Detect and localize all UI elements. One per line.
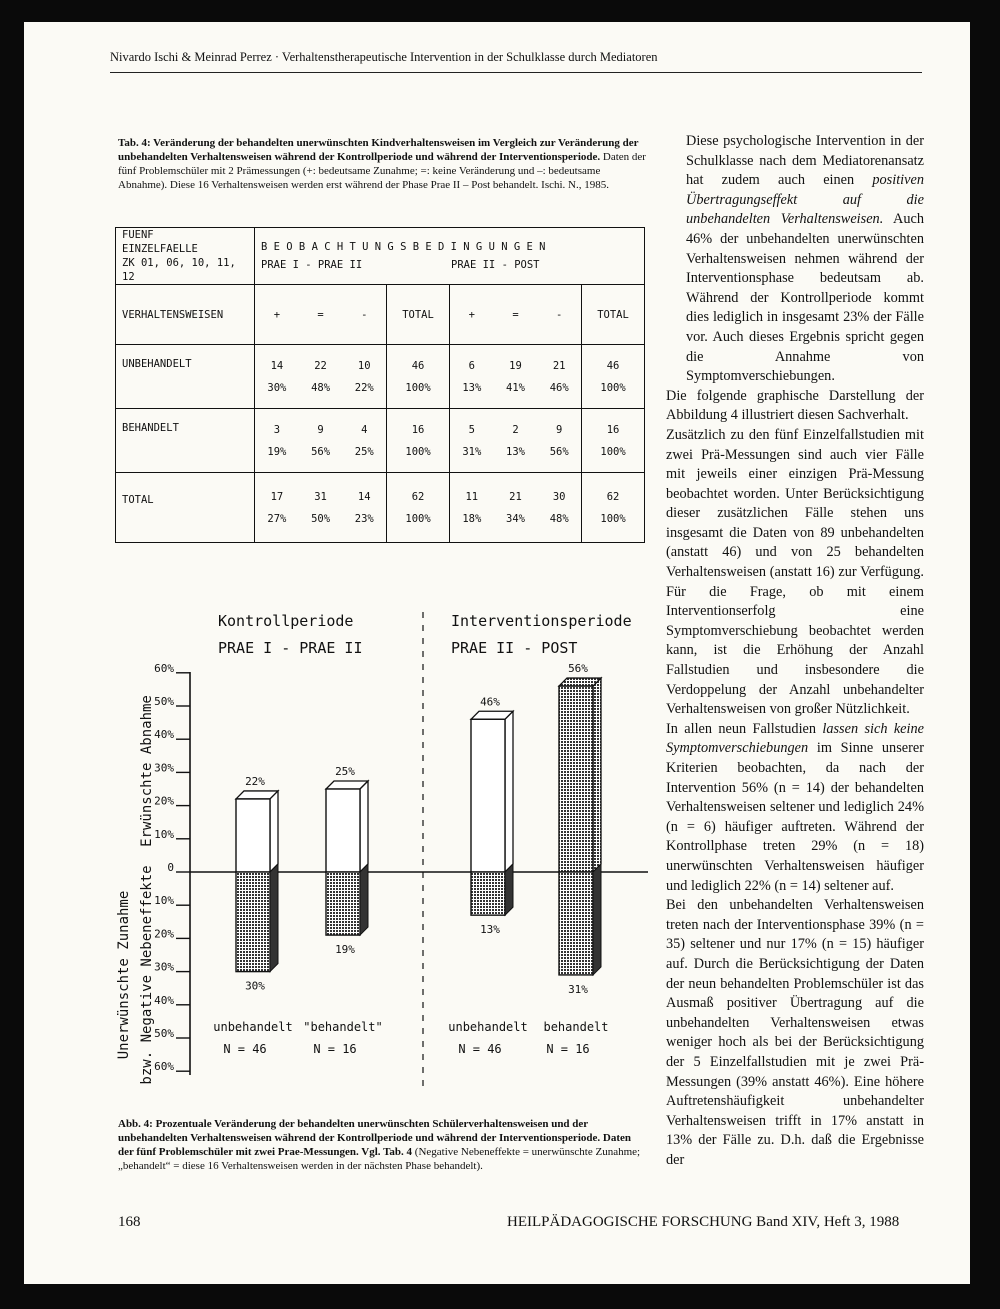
col-label: + <box>449 285 493 345</box>
col-label: - <box>537 285 581 345</box>
bar-increase-side <box>593 864 601 975</box>
cell-count: 2 <box>512 423 519 436</box>
group-n-label: N = 16 <box>546 1042 590 1056</box>
cell-percent: 23% <box>354 512 374 525</box>
chart-marks <box>154 662 608 1073</box>
cell-percent: 48% <box>311 381 331 394</box>
emphasis: lassen sich keine Symptomverschiebungen <box>666 720 924 757</box>
cell-count: 46 <box>606 359 620 372</box>
bar-decrease-side <box>593 678 601 872</box>
bar-increase-label: 30% <box>245 979 265 993</box>
cell-count: 14 <box>270 359 284 372</box>
cell-count: 17 <box>270 490 284 503</box>
y-tick-label: 30% <box>154 960 174 974</box>
cell-count: 19 <box>509 359 522 372</box>
cell-percent: 100% <box>405 512 431 525</box>
col-label: TOTAL <box>582 285 645 345</box>
cell-count: 10 <box>357 359 371 372</box>
col-label: + <box>255 285 299 345</box>
cell-percent: 22% <box>354 381 374 394</box>
group-label: behandelt <box>543 1020 609 1034</box>
cell-count: 16 <box>411 423 425 436</box>
text-run: In allen neun Fallstudien <box>666 720 823 737</box>
y-tick-label: 50% <box>154 695 174 708</box>
bar-increase-label: 13% <box>480 923 500 937</box>
running-head: Nivardo Ischi & Meinrad Perrez · Verhaltenstherapeutische Intervention in der Schulklasse durch Mediatoren <box>110 50 658 64</box>
cell-count: 6 <box>468 359 475 372</box>
bar-decrease-side <box>360 781 368 872</box>
emphasis: positiven Übertragungseffekt auf die unbehandelten Verhaltensweisen. <box>686 172 924 228</box>
y-tick-label: 10% <box>154 894 174 908</box>
bar-decrease <box>236 799 270 872</box>
col-label: = <box>299 285 343 345</box>
cell-percent: 25% <box>354 445 374 458</box>
corner-line-3: ZK 01, 06, 10, 11, 12 <box>122 257 236 283</box>
cell-count: 14 <box>357 490 371 503</box>
cell-percent: 30% <box>267 381 287 394</box>
cell-percent: 27% <box>267 512 287 525</box>
cell-count: 16 <box>606 423 620 436</box>
bar-decrease <box>559 686 593 872</box>
y-tick-label: 40% <box>154 728 174 742</box>
group-n-label: N = 16 <box>313 1042 357 1056</box>
period-title: Kontrollperiode <box>218 612 354 630</box>
bar-increase-side <box>360 864 368 935</box>
cell-percent: 50% <box>311 512 331 525</box>
y-tick-label: 60% <box>154 661 174 675</box>
cell-count: 3 <box>273 423 281 436</box>
cell-percent: 19% <box>267 445 287 458</box>
bar-decrease-label: 22% <box>245 774 265 788</box>
cell-percent: 13% <box>462 381 482 394</box>
bar-increase <box>559 872 593 975</box>
group-n-label: N = 46 <box>223 1042 267 1056</box>
cell-count: 21 <box>509 490 522 503</box>
period-2-header: PRAE II - POST <box>451 259 540 271</box>
body-column <box>666 132 924 1170</box>
bar-increase-label: 31% <box>568 982 588 996</box>
group-label: unbehandelt <box>448 1020 528 1034</box>
bar-decrease-label: 46% <box>480 695 500 709</box>
y-tick-label: 60% <box>154 1060 174 1074</box>
group-label: unbehandelt <box>213 1020 293 1034</box>
period-subtitle: PRAE II - POST <box>451 639 578 657</box>
figure-caption-bold: Abb. 4: Prozentuale Veränderung der behandelten unerwünschten Schülerverhaltensweisen und der unbehandelten Verhaltensweisen während der Kontrollperiode und während der Interventionsperiode. Daten der fünf Problemschüler mit zwei Prae-Messungen. Vgl. Tab. 4 <box>118 1118 631 1158</box>
bar-increase-side <box>505 864 513 915</box>
cell-percent: 31% <box>462 445 482 458</box>
cell-count: 46 <box>411 359 425 372</box>
page-number: 168 <box>118 1214 141 1230</box>
table-caption-rest: Daten der fünf Problemschüler mit 2 Prämessungen (+: bedeutsame Zunahme; =: keine Veränderung und –: bedeutsame Abnahme). Diese 16 Verhaltensweisen werden erst während der Phase Prae II – Post behandelt. Ischi. N., 1985. <box>118 151 646 191</box>
cell-percent: 34% <box>506 512 525 525</box>
ylabel-upper: Erwünschte Abnahme <box>139 695 155 847</box>
group-label: "behandelt" <box>303 1020 383 1034</box>
bar-increase-side <box>270 864 278 972</box>
cell-percent: 100% <box>600 445 626 458</box>
text-run: im Sinne unserer Kriterien beobachten, da nach der Intervention 56% (n = 14) der behandelten Verhaltensweisen seltener und lediglich 24% (n = 6) häufiger auftreten. Während der Kontrollphase treten 29% (n = 18) unerwünschten Verhaltensweisen häufiger und lediglich 22% (n = 14) seltener auf. <box>666 740 924 894</box>
corner-line-2: EINZELFAELLE <box>122 243 198 255</box>
row-header: VERHALTENSWEISEN <box>116 285 255 345</box>
text-run: Diese psychologische Intervention in der Schulklasse nach dem Mediatorenansatz hat zudem auch einen <box>686 133 924 189</box>
cell-percent: 100% <box>600 381 626 394</box>
row-label: UNBEHANDELT <box>116 345 255 409</box>
figure-caption <box>118 1117 648 1173</box>
y-tick-label: 50% <box>154 1027 174 1040</box>
cell-count: 5 <box>468 423 475 436</box>
period-1-header: PRAE I - PRAE II <box>261 259 363 271</box>
cell-percent: 56% <box>311 445 331 458</box>
bar-increase <box>471 872 505 915</box>
col-label: TOTAL <box>387 285 450 345</box>
paragraph <box>666 720 924 896</box>
figure-caption-rest: (Negative Nebeneffekte = unerwünschte Zunahme; „behandelt“ = diese 16 Verhaltensweisen werden in der nächsten Phase behandelt). <box>118 1146 641 1172</box>
cell-percent: 13% <box>506 445 525 458</box>
cell-count: 22 <box>314 359 327 372</box>
col-label: - <box>342 285 386 345</box>
paragraph: Zusätzlich zu den fünf Einzelfallstudien mit zwei Prä-Messungen sind auch vier Fälle mit jeweils einer einzigen Prä-Messung beobachtet worden. Unter Berücksichtigung dieser zusätzlichen Fälle stehen uns insgesamt die Daten von 89 unbehandelten (anstatt 46) und von 25 behandelten Verhaltensweisen (anstatt 16) zur Verfügung. Für die Frage, ob mit einem Interventionserfolg eine Symptomverschiebung beobachtet werden kann, ist die Erhöhung der Anzahl Fallstudien und insbesondere die Verdoppelung der Anzahl unbehandelter Verhaltensweisen von großer Nützlichkeit. <box>666 426 924 718</box>
cell-count: 30 <box>552 490 566 503</box>
y-tick-label: 10% <box>154 827 174 841</box>
y-tick-label: 40% <box>154 993 174 1007</box>
paragraph: Die folgende graphische Darstellung der Abbildung 4 illustriert diesen Sachverhalt. <box>666 387 924 424</box>
row-label: TOTAL <box>116 473 255 543</box>
cell-count: 9 <box>317 423 324 436</box>
ylabel-lower-2: bzw. Negative Nebeneffekte <box>139 865 155 1085</box>
cell-percent: 100% <box>405 445 431 458</box>
period-subtitle: PRAE I - PRAE II <box>218 639 363 657</box>
y-tick-label: 20% <box>154 927 174 941</box>
cell-count: 21 <box>552 359 566 372</box>
journal-footer: HEILPÄDAGOGISCHE FORSCHUNG Band XIV, Heft 3, 1988 <box>507 1214 900 1230</box>
bar-increase <box>236 872 270 972</box>
cell-count: 62 <box>606 490 620 503</box>
super-header-text: B E O B A C H T U N G S B E D I N G U N G E N <box>261 241 546 253</box>
bar-decrease-side <box>270 791 278 872</box>
bar-decrease-label: 56% <box>568 662 588 676</box>
paragraph <box>666 132 924 387</box>
group-n-label: N = 46 <box>458 1042 502 1056</box>
cell-count: 31 <box>314 490 327 503</box>
cell-count: 4 <box>361 423 368 436</box>
cell-percent: 100% <box>405 381 431 394</box>
cell-percent: 100% <box>600 512 626 525</box>
ylabel-lower-1: Unerwünschte Zunahme <box>116 890 132 1060</box>
cell-count: 62 <box>411 490 425 503</box>
bar-increase-label: 19% <box>335 943 355 957</box>
cell-count: 9 <box>556 423 563 436</box>
bar-decrease-side <box>505 711 513 872</box>
cell-percent: 41% <box>506 381 525 394</box>
cell-percent: 56% <box>549 445 569 458</box>
row-label: BEHANDELT <box>116 409 255 473</box>
corner-line-1: FUENF <box>122 229 154 241</box>
y-tick-label: 30% <box>154 761 174 775</box>
cell-percent: 18% <box>462 512 482 525</box>
bar-decrease-label: 25% <box>335 765 355 778</box>
period-title: Interventionsperiode <box>451 612 632 630</box>
cell-count: 11 <box>465 490 479 503</box>
y-tick-label: 0 <box>167 861 174 874</box>
y-tick-label: 20% <box>154 794 174 808</box>
cell-percent: 48% <box>549 512 569 525</box>
bar-increase <box>326 872 360 935</box>
bar-decrease <box>471 719 505 872</box>
text-run: Auch 46% der unbehandelten unerwünschten Verhaltensweisen nehmen während der Interventionsphase bedeutsam ab. Während der Kontrollperiode kommt dies lediglich in insgesamt 23% der Fälle vor. Auch dieses Ergebnis spricht gegen die Annahme von Symptomverschiebungen. <box>686 211 924 385</box>
cell-percent: 46% <box>549 381 569 394</box>
paragraph: Bei den unbehandelten Verhaltensweisen treten nach der Interventionsphase 39% (n = 35) seltener und nur 17% (n = 15) häufiger auf. Durch die Berücksichtigung der Daten der neun behandelten Problemschüler ist das Ausmaß positiver Übertragung auf die unbehandelten Verhaltensweisen etwas weniger hoch als bei der Berücksichtigung der 5 Einzelfallstudien mit je zwei Prä-Messungen (39% anstatt 46%). Eine höhere Auftretenshäufigkeit unbehandelter Verhaltensweisen trifft in 17% anstatt in 13% der Fälle zu. D.h. daß die Ergebnisse der <box>666 897 924 1168</box>
bar-decrease <box>326 789 360 872</box>
table-caption-bold: Tab. 4: Veränderung der behandelten unerwünschten Kindverhaltensweisen im Vergleich zur Veränderung der unbehandelten Verhaltensweisen während der Kontrollperiode und während der Interventionsperiode. <box>118 137 639 163</box>
col-label: = <box>494 285 538 345</box>
